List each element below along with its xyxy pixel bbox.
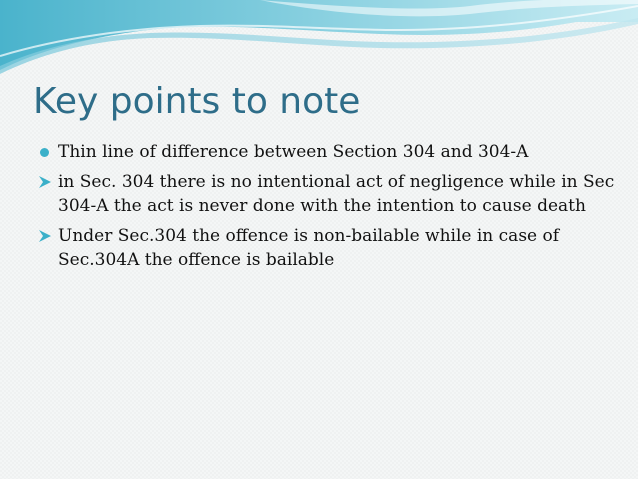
round-dot-icon	[38, 140, 54, 164]
arrow-icon	[38, 170, 54, 194]
slide-title: Key points to note	[33, 81, 361, 122]
bullet-text: Thin line of difference between Section 304 and 304-A	[58, 142, 529, 162]
bullet-list	[38, 140, 618, 278]
bullet-item	[38, 224, 618, 272]
bullet-item	[38, 140, 618, 164]
bullet-text: in Sec. 304 there is no intentional act of negligence while in Sec 304-A the act is never done with the intention to cause death	[58, 172, 615, 216]
bullet-item	[38, 170, 618, 218]
bullet-text: Under Sec.304 the offence is non-bailable while in case of Sec.304A the offence is bailable	[58, 226, 560, 270]
header-wave-decoration	[0, 0, 638, 80]
arrow-icon	[38, 224, 54, 248]
